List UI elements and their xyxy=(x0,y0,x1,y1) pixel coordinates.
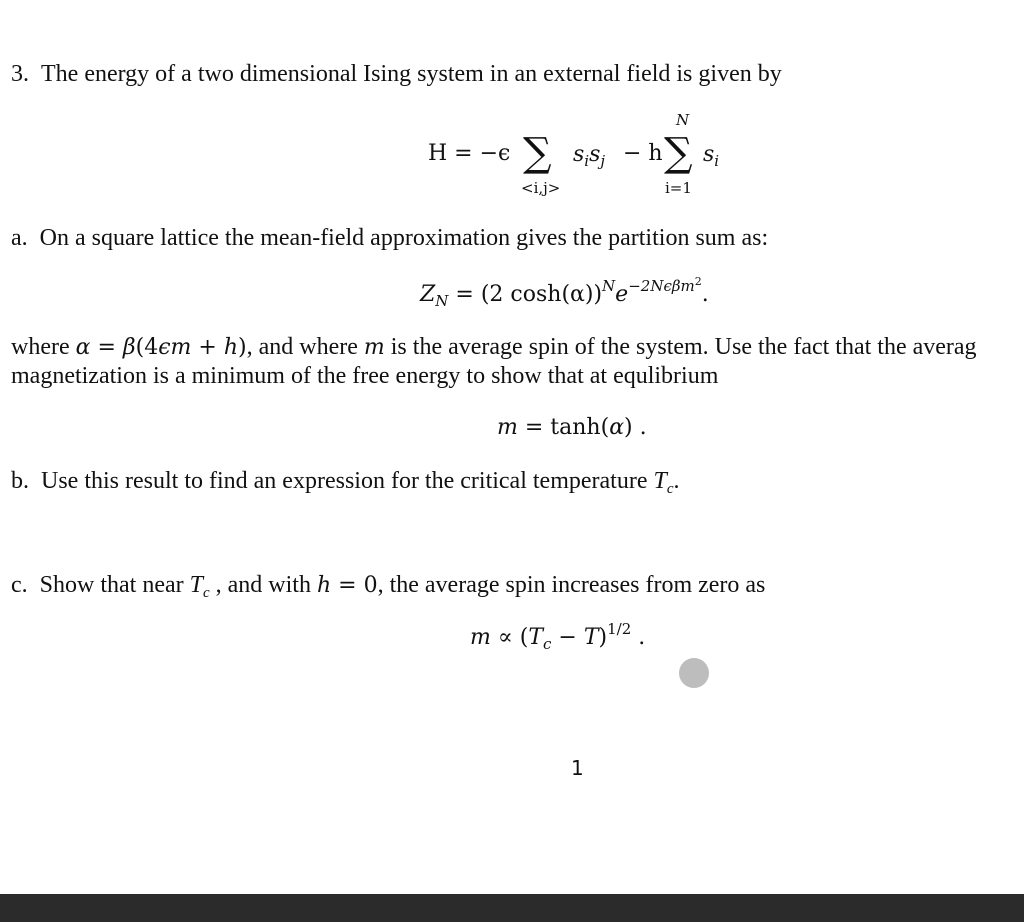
cursor-indicator xyxy=(679,658,709,688)
term-si: $s_i$ xyxy=(703,142,720,170)
sum-symbol-1: ∑ xyxy=(523,130,552,176)
sum-symbol-2: ∑ xyxy=(664,130,693,176)
minus-h-term: − h xyxy=(623,141,663,166)
problem-heading xyxy=(11,60,782,88)
critical-exponent-equation: $m \propto (T_c - T)^{1/2}$ . xyxy=(470,620,646,653)
sum1-subscript: <i,j> xyxy=(521,179,561,197)
sum2-superscript: N xyxy=(676,111,690,129)
problem-intro: The energy of a two dimensional Ising system in an external field is given by xyxy=(41,61,782,87)
sum2-subscript: i=1 xyxy=(665,179,692,197)
part-c-text: c. Show that near $T_c$ , and with h = 0, the average spin increases from zero as xyxy=(11,572,766,601)
tanh-result-equation: m = tanh(α) . xyxy=(497,415,647,440)
part-b-label: b. xyxy=(11,468,29,494)
page-number: 1 xyxy=(571,756,584,780)
term-sisj: $s_is_j$ xyxy=(573,142,606,170)
hamiltonian-lhs: H = −ϵ xyxy=(428,141,511,166)
part-b-text: b. Use this result to find an expression for the critical temperature $T_c$. xyxy=(11,468,680,497)
problem-number: 3. xyxy=(11,61,29,87)
part-c-label: c. xyxy=(11,572,28,598)
part-a-text: a. On a square lattice the mean-field approximation gives the partition sum as: xyxy=(11,225,769,251)
part-a-label: a. xyxy=(11,225,28,251)
partition-sum-equation: $Z_N = (2$ $\cosh(\alpha))^Ne^{-2N\epsilon\beta m^2}$. xyxy=(420,275,709,310)
part-a-where-line: where α = β(4ϵm + h), and where m is the average spin of the system. Use the fact that the averag xyxy=(11,334,977,360)
part-a-line2: magnetization is a minimum of the free energy to show that at equlibrium xyxy=(11,363,719,389)
bottom-toolbar xyxy=(0,894,1024,922)
